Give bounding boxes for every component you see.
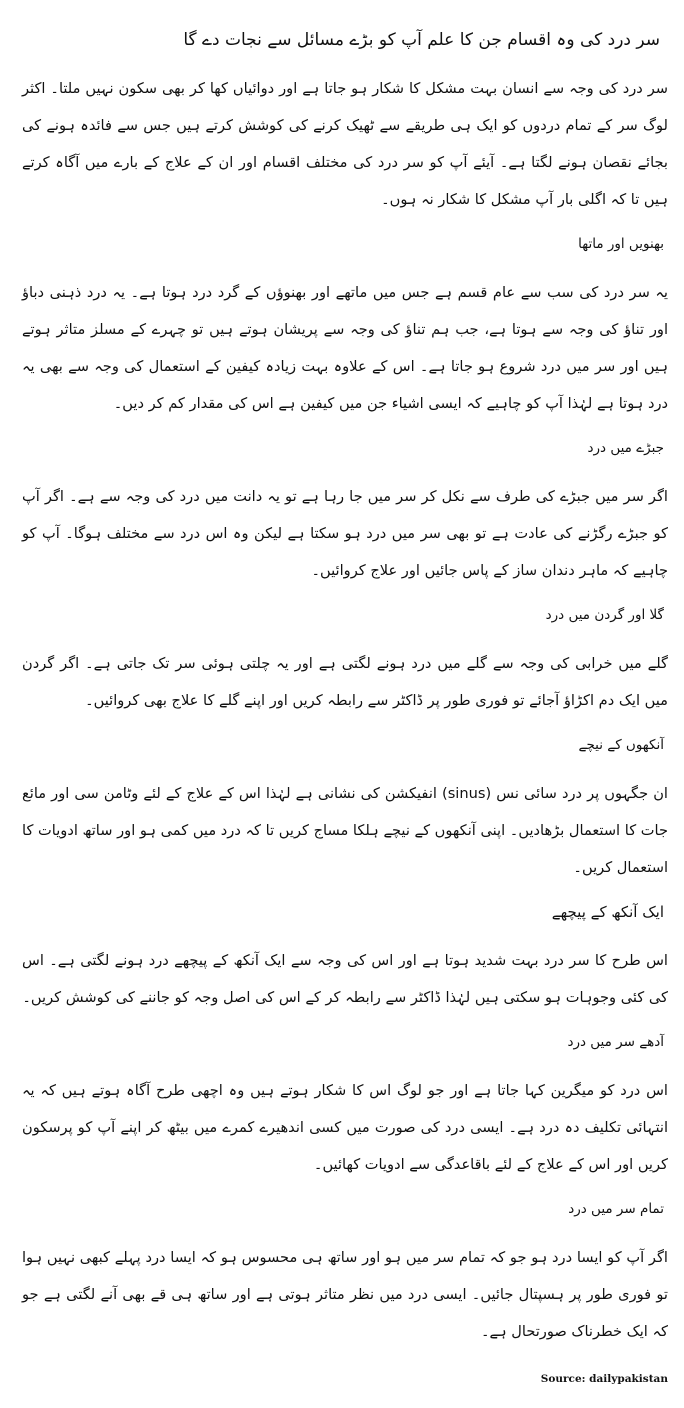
section-body-neck: گلے میں خرابی کی وجہ سے گلے میں درد ہونے لگتی ہے اور یہ چلتی ہوئی سر تک جاتی ہے۔ اگر گردن میں ایک دم اکڑاؤ آجائے تو فوری طور پر ڈاکٹر سے رابطہ کریں اور اپنے گلے کا علاج بھی کروائیں۔ (22, 655, 668, 709)
source-credit: Source: dailypakistan (540, 1373, 668, 1385)
section-heading-brow: بھنویں اور ماتھا (578, 236, 664, 252)
section-body-under-eyes: ان جگہوں پر درد سائی نس (sinus) انفیکشن کی نشانی ہے لہٰذا اس کے علاج کے لئے وٹامن سی اور مائع جات کا استعمال بڑھادیں۔ اپنی آنکھوں کے نیچے ہلکا مساج کریں تا کہ درد میں کمی ہو اور ساتھ ادویات کا استعمال کریں۔ (22, 785, 668, 876)
section-body-brow: یہ سر درد کی سب سے عام قسم ہے جس میں ماتھے اور بھنوؤں کے گرد درد ہوتا ہے۔ یہ درد ذہنی دباؤ اور تناؤ کی وجہ سے ہوتا ہے، جب ہم تناؤ کی وجہ سے پریشان ہوتے ہیں تو چہرے کے مسلز متاثر ہوتے ہیں اور سر میں درد شروع ہو جاتا ہے۔ اس کے علاوہ بہت زیادہ کیفین کے استعمال کی وجہ سے بھی یہ درد ہوتا ہے لہٰذا آپ کو چاہیے کہ ایسی اشیاء جن میں کیفین ہے اس کی مقدار کم کر دیں۔ (22, 284, 668, 412)
intro-paragraph: سر درد کی وجہ سے انسان بہت مشکل کا شکار ہو جاتا ہے اور دوائیاں کھا کر بھی سکون نہیں ملتا۔ اکثر لوگ سر کے تمام دردوں کو ایک ہی طریقے سے ٹھیک کرنے کی کوشش کرتے ہیں جس سے فائدہ ہونے کی بجائے نقصان ہونے لگتا ہے۔ آیئے آپ کو سر درد کی مختلف اقسام اور ان کے علاج کے بارے میں آگاہ کرتے ہیں تا کہ اگلی بار آپ مشکل کا شکار نہ ہوں۔ (22, 80, 668, 208)
section-body-jaw: اگر سر میں جبڑے کی طرف سے نکل کر سر میں جا رہا ہے تو یہ دانت میں درد کی وجہ سے ہے۔ اگر آپ کو جبڑے رگڑنے کی عادت ہے تو بھی سر میں درد ہو سکتا ہے لیکن وہ اس درد سے مختلف ہوگا۔ آپ کو چاہیے کہ ماہر دندان ساز کے پاس جائیں اور علاج کروائیں۔ (22, 488, 668, 579)
article-title: سر درد کی وہ اقسام جن کا علم آپ کو بڑے مسائل سے نجات دے گا (183, 30, 660, 50)
section-heading-whole-head: تمام سر میں درد (568, 1201, 664, 1217)
section-body-whole-head: اگر آپ کو ایسا درد ہو جو کہ تمام سر میں ہو اور ساتھ ہی محسوس ہو کہ ایسا درد پہلے کبھی نہیں ہوا تو فوری طور پر ہسپتال جائیں۔ ایسی درد میں نظر متاثر ہوتی ہے اور ساتھ ہی قے بھی آنے لگتی ہے جو کہ ایک خطرناک صورتحال ہے۔ (22, 1249, 668, 1340)
section-body-half-head: اس درد کو میگرین کہا جاتا ہے اور جو لوگ اس کا شکار ہوتے ہیں وہ اچھی طرح آگاہ ہوتے ہیں کہ یہ انتہائی تکلیف دہ درد ہے۔ ایسی درد کی صورت میں کسی اندھیرے کمرے میں بیٹھ کر اپنے آپ کو پرسکون کریں اور اس کے علاج کے لئے باقاعدگی سے ادویات کھائیں۔ (22, 1082, 668, 1173)
section-heading-behind-eye: ایک آنکھ کے پیچھے (551, 903, 664, 921)
section-body-behind-eye: اس طرح کا سر درد بہت شدید ہوتا ہے اور اس کی وجہ سے ایک آنکھ کے پیچھے درد ہونے لگتی ہے۔ اس کی کئی وجوہات ہو سکتی ہیں لہٰذا ڈاکٹر سے رابطہ کر کے اس کی اصل وجہ کو جاننے کی کوشش کریں۔ (22, 952, 668, 1006)
section-heading-half-head: آدھے سر میں درد (567, 1034, 664, 1050)
section-heading-under-eyes: آنکھوں کے نیچے (578, 737, 664, 753)
section-heading-jaw: جبڑے میں درد (587, 440, 664, 456)
section-heading-neck: گلا اور گردن میں درد (545, 607, 664, 623)
